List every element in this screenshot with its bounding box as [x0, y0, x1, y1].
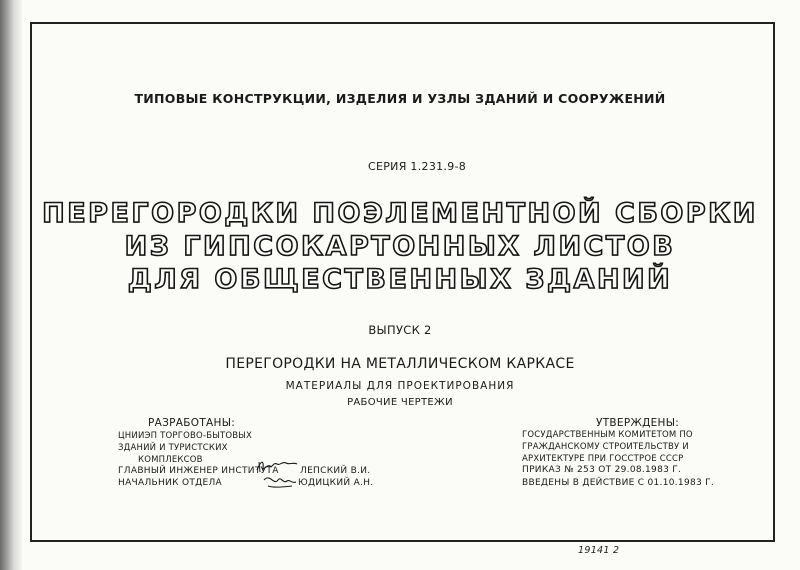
developers-heading: РАЗРАБОТАНЫ:: [148, 417, 236, 429]
developer-org-line-1: ЦНИИЭП ТОРГОВО-БЫТОВЫХ: [118, 431, 252, 441]
title-line-1: ПЕРЕГОРОДКИ ПОЭЛЕМЕНТНОЙ СБОРКИ: [42, 198, 758, 229]
department-head-name: ЮДИЦКИЙ А.Н.: [298, 478, 374, 488]
sheet-number: 19141 2: [578, 545, 620, 556]
approval-line-3: АРХИТЕКТУРЕ ПРИ ГОССТРОЕ СССР: [522, 454, 684, 464]
approval-line-1: ГОСУДАРСТВЕННЫМ КОМИТЕТОМ ПО: [522, 430, 693, 440]
issue-number: ВЫПУСК 2: [368, 323, 432, 337]
approval-line-2: ГРАЖДАНСКОМУ СТРОИТЕЛЬСТВУ И: [522, 442, 689, 452]
working-drawings-label: РАБОЧИЕ ЧЕРТЕЖИ: [347, 397, 453, 408]
developer-org-line-2: ЗДАНИЙ И ТУРИСТСКИХ: [118, 443, 228, 453]
chief-engineer-title: ГЛАВНЫЙ ИНЖЕНЕР ИНСТИТУТА: [118, 466, 279, 476]
title-line-3: ДЛЯ ОБЩЕСТВЕННЫХ ЗДАНИЙ: [127, 264, 673, 295]
approval-heading: УТВЕРЖДЕНЫ:: [596, 417, 680, 429]
materials-label: МАТЕРИАЛЫ ДЛЯ ПРОЕКТИРОВАНИЯ: [285, 380, 515, 392]
series-number: СЕРИЯ 1.231.9-8: [368, 160, 467, 173]
document-header: ТИПОВЫЕ КОНСТРУКЦИИ, ИЗДЕЛИЯ И УЗЛЫ ЗДАНИЙ И СООРУЖЕНИЙ: [134, 91, 666, 106]
chief-engineer-name: ЛЕПСКИЙ В.И.: [300, 466, 371, 476]
title-line-2: ИЗ ГИПСОКАРТОННЫХ ЛИСТОВ: [124, 231, 676, 262]
signature-department-head: [262, 472, 298, 490]
approval-effective-date: ВВЕДЕНЫ В ДЕЙСТВИЕ С 01.10.1983 Г.: [522, 478, 715, 488]
department-head-title: НАЧАЛЬНИК ОТДЕЛА: [118, 478, 222, 488]
developer-org-line-3: КОМПЛЕКСОВ: [138, 455, 203, 465]
subtitle: ПЕРЕГОРОДКИ НА МЕТАЛЛИЧЕСКОМ КАРКАСЕ: [225, 356, 575, 372]
approval-order: ПРИКАЗ № 253 ОТ 29.08.1983 Г.: [522, 465, 682, 475]
